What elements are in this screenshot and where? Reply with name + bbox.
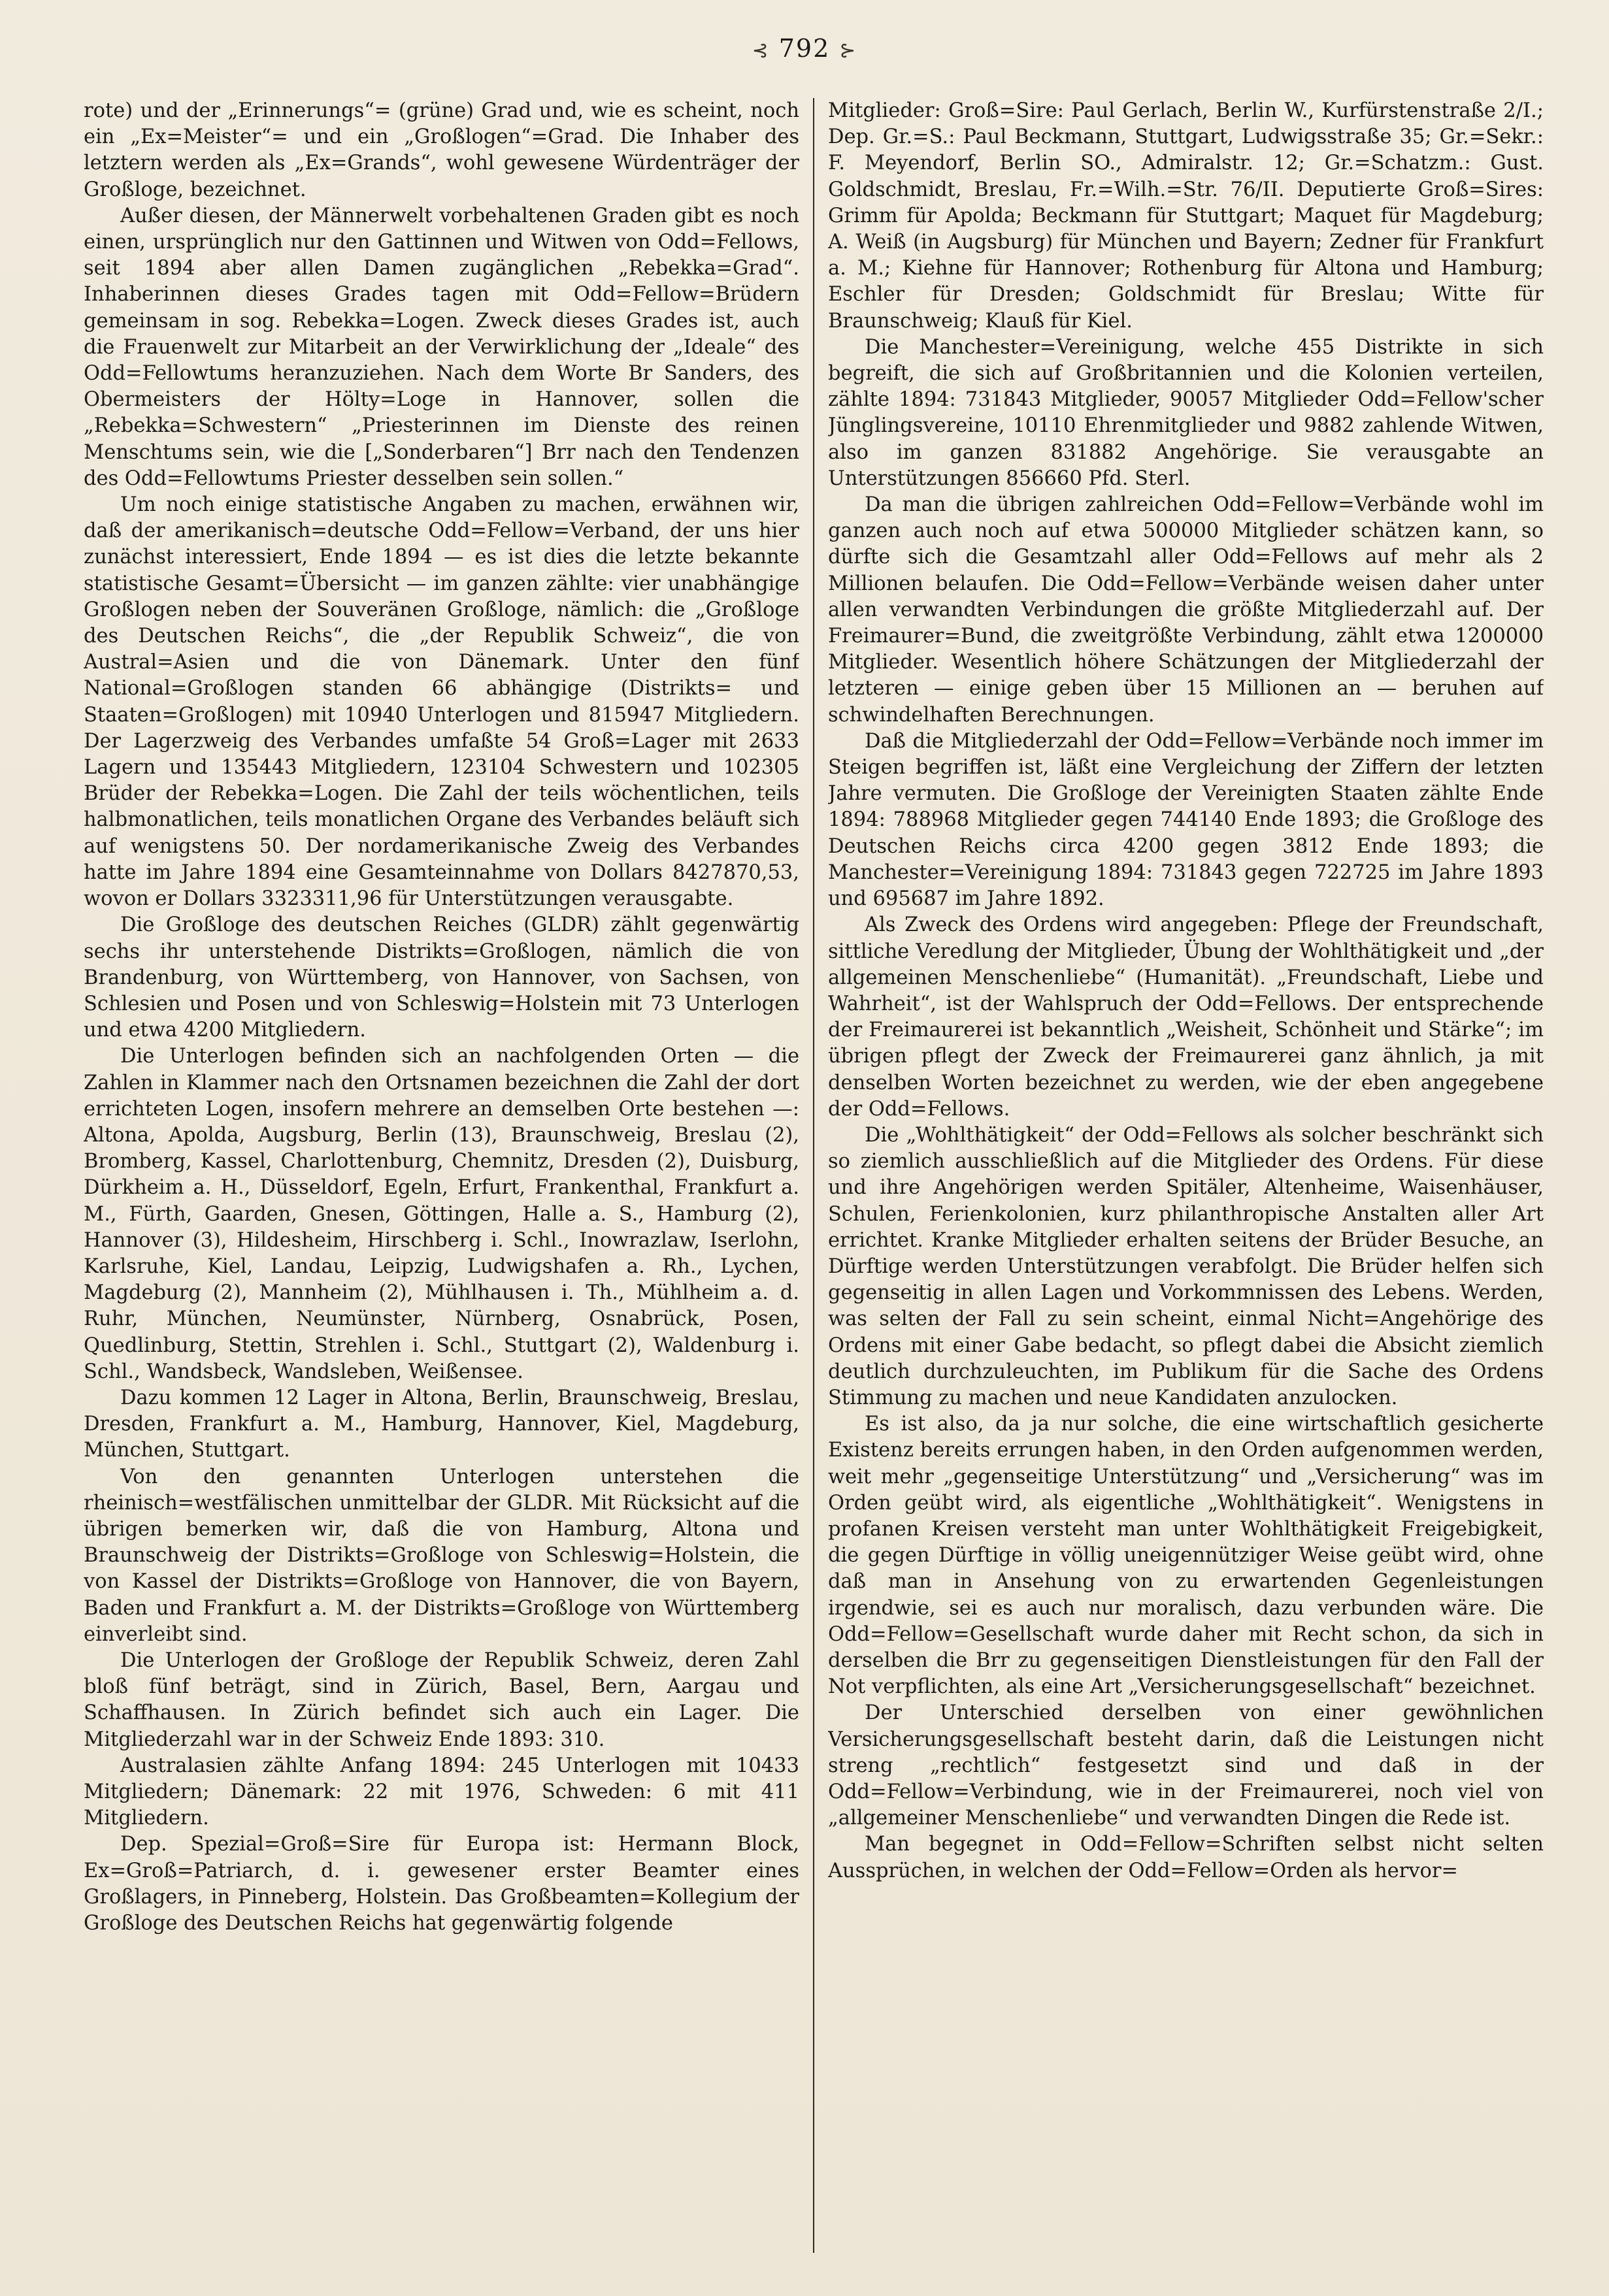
paragraph: Die Unterlogen befinden sich an nachfolgenden Orten — die Zahlen in Klammer nach den Ortsnamen bezeichnen die Zahl der dort errichteten Logen, insofern mehrere an demselben Orte bestehen —: Altona, Apolda, Augsburg, Berlin (13), Braunschweig, Breslau (2), Bromberg, Kassel, Charlottenburg, Chemnitz, Dresden (2), Duisburg, Dürkheim a. H., Düsseldorf, Egeln, Erfurt, Frankenthal, Frankfurt a. M., Fürth, Gaarden, Gnesen, Göttingen, Halle a. S., Hamburg (2), Hannover (3), Hildesheim, Hirschberg i. Schl., Inowrazlaw, Iserlohn, Karlsruhe, Kiel, Landau, Leipzig, Ludwigshafen a. Rh., Lychen, Magdeburg (2), Mannheim (2), Mühlhausen i. Th., Mühlheim a. d. Ruhr, München, Neumünster, Nürnberg, Osnabrück, Posen, Quedlinburg, Stettin, Strehlen i. Schl., Stuttgart (2), Waldenburg i. Schl., Wandsbeck, Wandsleben, Weißensee.	[84, 1045, 799, 1383]
paragraph: Es ist also, da ja nur solche, die eine wirtschaftlich gesicherte Existenz bereits errungen haben, in den Orden aufgenommen werden, weit mehr „gegenseitige Unterstützung“ und „Versicherung“ was im Orden geübt wird, als eigentliche „Wohlthätigkeit“. Wenigstens in profanen Kreisen versteht man unter Wohlthätigkeit Freigebigkeit, die gegen Dürftige in völlig uneigennütziger Weise geübt wird, ohne daß man in Ansehung von zu erwartenden Gegenleistungen irgendwie, sei es auch nur moralisch, dazu verbunden wäre. Die Odd=Fellow=Gesellschaft wurde daher mit Recht schon, da sich in derselben die Brr zu gegenseitigen Dienstleistungen für den Fall der Not verpflichten, als eine Art „Versicherungsgesellschaft“ bezeichnet.	[828, 1413, 1544, 1699]
paragraph: Die „Wohlthätigkeit“ der Odd=Fellows als solcher beschränkt sich so ziemlich ausschließlich auf die Mitglieder des Ordens. Für diese und ihre Angehörigen werden Spitäler, Altenheime, Waisenhäuser, Schulen, Ferienkolonien, kurz philanthropische Anstalten aller Art errichtet. Kranke Mitglieder erhalten seitens der Brüder Besuche, an Dürftige werden Unterstützungen verabfolgt. Die Brüder helfen sich gegenseitig in allen Lagen und Vorkommnissen des Lebens. Werden, was selten der Fall zu sein scheint, einmal Nicht=Angehörige des Ordens mit einer Gabe bedacht, so pflegt dabei die Absicht ziemlich deutlich durchzuleuchten, im Publikum für die Sache des Ordens Stimmung zu machen und neue Kandidaten anzulocken.	[828, 1123, 1544, 1409]
page-number: 792	[778, 34, 831, 63]
paragraph: Um noch einige statistische Angaben zu machen, erwähnen wir, daß der amerikanisch=deutsche Odd=Fellow=Verband, der uns hier zunächst interessiert, Ende 1894 — es ist dies die letzte bekannte statistische Gesamt=Übersicht — im ganzen zählte: vier unabhängige Großlogen neben der Souveränen Großloge, nämlich: die „Großloge des Deutschen Reichs“, die „der Republik Schweiz“, die von Austral=Asien und die von Dänemark. Unter den fünf National=Großlogen standen 66 abhängige (Distrikts= und Staaten=Großlogen) mit 10940 Unterlogen und 815947 Mitgliedern. Der Lagerzweig des Verbandes umfaßte 54 Groß=Lager mit 2633 Lagern und 135443 Mitgliedern, 123104 Schwestern und 102305 Brüder der Rebekka=Logen. Die Zahl der teils wöchentlichen, teils halbmonatlichen, teils monatlichen Organe des Verbandes beläuft sich auf wenigstens 50. Der nordamerikanische Zweig des Verbandes hatte im Jahre 1894 eine Gesamteinnahme von Dollars 8427870,53, wovon er Dollars 3323311,96 für Unterstützungen verausgabte.	[84, 493, 799, 911]
paragraph: Mitglieder: Groß=Sire: Paul Gerlach, Berlin W., Kurfürstenstraße 2/I.; Dep. Gr.=S.: Paul Beckmann, Stuttgart, Ludwigsstraße 35; Gr.=Sekr.: F. Meyendorf, Berlin SO., Admiralstr. 12; Gr.=Schatzm.: Gust. Goldschmidt, Breslau, Fr.=Wilh.=Str. 76/II. Deputierte Groß=Sires: Grimm für Apolda; Beckmann für Stuttgart; Maquet für Magdeburg; A. Weiß (in Augsburg) für München und Bayern; Zedner für Frankfurt a. M.; Kiehne für Hannover; Rothenburg für Altona und Hamburg; Eschler für Dresden; Goldschmidt für Breslau; Witte für Braunschweig; Klauß für Kiel.	[828, 99, 1544, 333]
paragraph: Dep. Spezial=Groß=Sire für Europa ist: Hermann Block, Ex=Groß=Patriarch, d. i. gewesener erster Beamter eines Großlagers, in Pinneberg, Holstein. Das Großbeamten=Kollegium der Großloge des Deutschen Reichs hat gegenwärtig folgende	[84, 1833, 799, 1935]
paragraph: Die Großloge des deutschen Reiches (GLDR) zählt gegenwärtig sechs ihr unterstehende Distrikts=Großlogen, nämlich die von Brandenburg, von Württemberg, von Hannover, von Sachsen, von Schlesien und Posen und von Schleswig=Holstein mit 73 Unterlogen und etwa 4200 Mitgliedern.	[84, 913, 799, 1042]
paragraph: rote) und der „Erinnerungs“= (grüne) Grad und, wie es scheint, noch ein „Ex=Meister“= und ein „Großlogen“=Grad. Die Inhaber des letztern werden als „Ex=Grands“, wohl gewesene Würdenträger der Großloge, bezeichnet.	[84, 99, 799, 201]
paragraph: Die Unterlogen der Großloge der Republik Schweiz, deren Zahl bloß fünf beträgt, sind in Zürich, Basel, Bern, Aargau und Schaffhausen. In Zürich befindet sich auch ein Lager. Die Mitgliederzahl war in der Schweiz Ende 1893: 310.	[84, 1648, 799, 1751]
page-header	[0, 34, 1609, 63]
column-divider	[813, 98, 814, 2253]
right-column	[828, 98, 1544, 2254]
paragraph: Australasien zählte Anfang 1894: 245 Unterlogen mit 10433 Mitgliedern; Dänemark: 22 mit 1976, Schweden: 6 mit 411 Mitgliedern.	[84, 1754, 799, 1830]
paragraph: Man begegnet in Odd=Fellow=Schriften selbst nicht selten Aussprüchen, in welchen der Odd=Fellow=Orden als hervor=	[828, 1833, 1544, 1882]
paragraph: Dazu kommen 12 Lager in Altona, Berlin, Braunschweig, Breslau, Dresden, Frankfurt a. M., Hamburg, Hannover, Kiel, Magdeburg, München, Stuttgart.	[84, 1386, 799, 1462]
ornament-left-icon: ⊰	[752, 39, 770, 62]
paragraph: Von den genannten Unterlogen unterstehen die rheinisch=westfälischen unmittelbar der GLDR. Mit Rücksicht auf die übrigen bemerken wir, daß die von Hamburg, Altona und Braunschweig der Distrikts=Großloge von Schleswig=Holstein, die von Kassel der Distrikts=Großloge von Hannover, die von Bayern, Baden und Frankfurt a. M. der Distrikts=Großloge von Württemberg einverleibt sind.	[84, 1465, 799, 1646]
paragraph: Da man die übrigen zahlreichen Odd=Fellow=Verbände wohl im ganzen auch noch auf etwa 500000 Mitglieder schätzen kann, so dürfte sich die Gesamtzahl aller Odd=Fellows auf mehr als 2 Millionen belaufen. Die Odd=Fellow=Verbände weisen daher unter allen verwandten Verbindungen die größte Mitgliederzahl auf. Der Freimaurer=Bund, die zweitgrößte Verbindung, zählt etwa 1200000 Mitglieder. Wesentlich höhere Schätzungen der Mitgliederzahl der letzteren — einige geben über 15 Millionen an — beruhen auf schwindelhaften Berechnungen.	[828, 493, 1544, 727]
left-column	[84, 98, 799, 2254]
paragraph: Außer diesen, der Männerwelt vorbehaltenen Graden gibt es noch einen, ursprünglich nur den Gattinnen und Witwen von Odd=Fellows, seit 1894 aber allen Damen zugänglichen „Rebekka=Grad“. Inhaberinnen dieses Grades tagen mit Odd=Fellow=Brüdern gemeinsam in sog. Rebekka=Logen. Zweck dieses Grades ist, auch die Frauenwelt zur Mitarbeit an der Verwirklichung der „Ideale“ des Odd=Fellowtums heranzuziehen. Nach dem Worte Br Sanders, des Obermeisters der Hölty=Loge in Hannover, sollen die „Rebekka=Schwestern“ „Priesterinnen im Dienste des reinen Menschtums sein, wie die [„Sonderbaren“] Brr nach den Tendenzen des Odd=Fellowtums Priester desselben sein sollen.“	[84, 204, 799, 490]
paragraph: Die Manchester=Vereinigung, welche 455 Distrikte in sich begreift, die sich auf Großbritannien und die Kolonien verteilen, zählte 1894: 731843 Mitglieder, 90057 Mitglieder Odd=Fellow'scher Jünglingsvereine, 10110 Ehrenmitglieder und 9882 zahlende Witwen, also im ganzen 831882 Angehörige. Sie verausgabte an Unterstützungen 856660 Pfd. Sterl.	[828, 335, 1544, 490]
paragraph: Der Unterschied derselben von einer gewöhnlichen Versicherungsgesellschaft besteht darin, daß die Leistungen nicht streng „rechtlich“ festgesetzt sind und daß in der Odd=Fellow=Verbindung, wie in der Freimaurerei, noch viel von „allgemeiner Menschenliebe“ und verwandten Dingen die Rede ist.	[828, 1701, 1544, 1830]
paragraph: Daß die Mitgliederzahl der Odd=Fellow=Verbände noch immer im Steigen begriffen ist, läßt eine Vergleichung der Ziffern der letzten Jahre vermuten. Die Großloge der Vereinigten Staaten zählte Ende 1894: 788968 Mitglieder gegen 744140 Ende 1893; die Großloge des Deutschen Reichs circa 4200 gegen 3812 Ende 1893; die Manchester=Vereinigung 1894: 731843 gegen 722725 im Jahre 1893 und 695687 im Jahre 1892.	[828, 729, 1544, 911]
ornament-right-icon: ⊱	[839, 39, 857, 62]
paragraph: Als Zweck des Ordens wird angegeben: Pflege der Freundschaft, sittliche Veredlung der Mitglieder, Übung der Wohlthätigkeit und „der allgemeinen Menschenliebe“ (Humanität). „Freundschaft, Liebe und Wahrheit“, ist der Wahlspruch der Odd=Fellows. Der entsprechende der Freimaurerei ist bekanntlich „Weisheit, Schönheit und Stärke“; im übrigen pflegt der Zweck der Freimaurerei ganz ähnlich, ja mit denselben Worten bezeichnet zu werden, wie der eben angegebene der Odd=Fellows.	[828, 913, 1544, 1121]
